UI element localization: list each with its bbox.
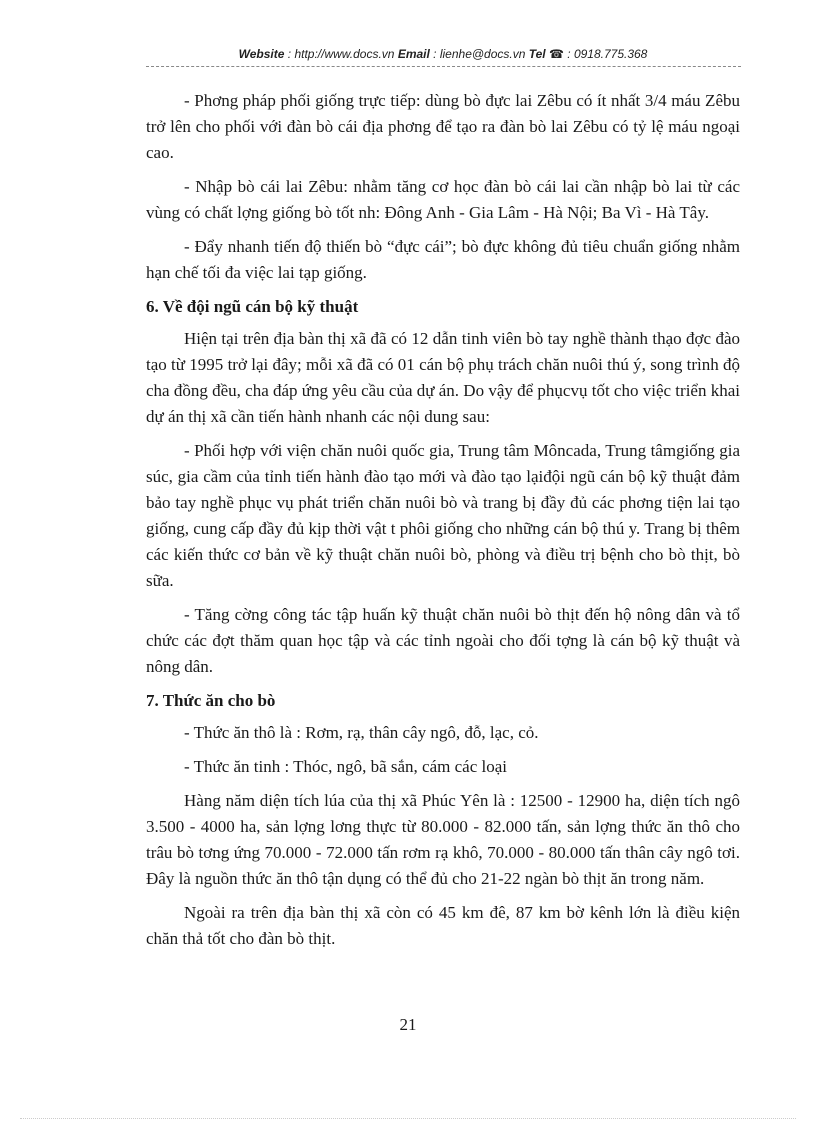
page-number: 21	[399, 1015, 417, 1034]
page-header	[146, 47, 740, 61]
paragraph: - Tăng cờng công tác tập huấn kỹ thuật chăn nuôi bò thịt đến hộ nông dân và tổ chức các đợt thăm quan học tập và các tỉnh ngoài cho đối tợng là cán bộ kỹ thuật và nông dân.	[146, 605, 740, 676]
tel-label: Tel ☎	[528, 47, 564, 61]
paragraph: Ngoài ra trên địa bàn thị xã còn có 45 km đê, 87 km bờ kênh lớn là điều kiện chăn thả tốt cho đàn bò thịt.	[146, 903, 740, 948]
website-label: Website	[238, 47, 285, 61]
website-value: : http://www.docs.vn	[284, 47, 398, 61]
section-heading-6: 6. Về đội ngũ cán bộ kỹ thuật	[146, 297, 359, 316]
tel-value: : 0918.775.368	[563, 47, 648, 61]
section-heading-7: 7. Thức ăn cho bò	[146, 691, 276, 710]
footer-divider	[20, 1118, 796, 1119]
paragraph: - Đẩy nhanh tiến độ thiến bò “đực cái”; bò đực không đủ tiêu chuẩn giống nhằm hạn chế tối đa việc lai tạp giống.	[146, 237, 740, 282]
paragraph: - Nhập bò cái lai Zêbu: nhằm tăng cơ học đàn bò cái lai cần nhập bò lai từ các vùng có chất lợng giống bò tốt nh: Đông Anh - Gia Lâm - Hà Nội; Ba Vì - Hà Tây.	[146, 177, 740, 222]
paragraph: Hàng năm diện tích lúa của thị xã Phúc Yên là : 12500 - 12900 ha, diện tích ngô 3.500 - 4000 ha, sản lợng lơng thực từ 80.000 - 82.000 tấn, sản lợng thức ăn thô cho trâu bò tơng ứng 70.000 - 72.000 tấn rơm rạ khô, 70.000 - 80.000 tấn thân cây ngô tơi. Đây là nguồn thức ăn thô tận dụng có thể đủ cho 21-22 ngàn bò thịt ăn trong năm.	[146, 791, 740, 888]
paragraph: - Thức ăn thô là : Rơm, rạ, thân cây ngô, đỗ, lạc, cỏ.	[184, 723, 539, 742]
paragraph: - Phối hợp với viện chăn nuôi quốc gia, Trung tâm Môncada, Trung tâmgiống gia súc, gia cầm của tỉnh tiến hành đào tạo mới và đào tạo lạiđội ngũ cán bộ kỹ thuật đảm bảo tay nghề phục vụ phát triển chăn nuôi bò và trang bị đầy đủ các phơng tiện lai tạo giống, cung cấp đầy đủ kịp thời vật t phôi giống cho những cán bộ thú y. Trang bị thêm các kiến thức cơ bản về kỹ thuật chăn nuôi bò, phòng và điều trị bệnh cho bò thịt, bò sữa.	[146, 441, 740, 590]
paragraph: - Phơng pháp phối giống trực tiếp: dùng bò đực lai Zêbu có ít nhất 3/4 máu Zêbu trở lên cho phối với đàn bò cái địa phơng để tạo ra đàn bò lai Zêbu có tỷ lệ máu ngoại cao.	[146, 91, 740, 162]
document-body	[146, 88, 740, 960]
paragraph: - Thức ăn tinh : Thóc, ngô, bã sắn, cám các loại	[184, 757, 507, 776]
header-divider	[146, 66, 741, 67]
email-value: : lienhe@docs.vn	[429, 47, 529, 61]
paragraph: Hiện tại trên địa bàn thị xã đã có 12 dẫn tinh viên bò tay nghề thành thạo đợc đào tạo từ 1995 trở lại đây; mỗi xã đã có 01 cán bộ phụ trách chăn nuôi thú ý, song trình độ cha đồng đều, cha đáp ứng yêu cầu của dự án. Do vậy để phụcvụ tốt cho việc triển khai dự án thị xã cần tiến hành nhanh các nội dung sau:	[146, 329, 740, 426]
email-label: Email	[397, 47, 430, 61]
